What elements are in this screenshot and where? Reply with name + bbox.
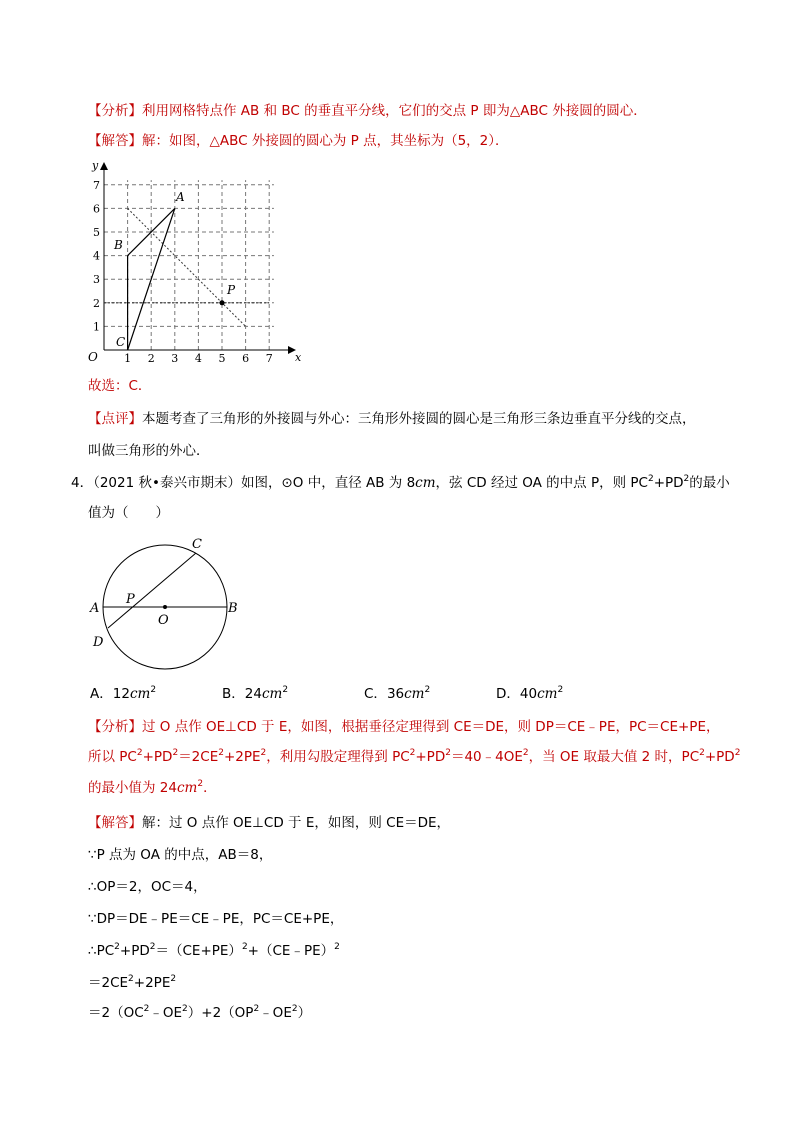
sup: 2 [647, 474, 654, 484]
option-c[interactable] [364, 684, 430, 704]
x-tick-label: 2 [147, 352, 155, 365]
t: +PD [704, 749, 735, 765]
x-tick-label: 3 [171, 352, 179, 365]
unit-cm: cm [129, 686, 151, 702]
t: ＝40﹣4OE [450, 749, 523, 765]
q3-comment-line1 [88, 409, 696, 429]
t: ∵P 点为 OA 的中点，AB＝8， [88, 847, 273, 863]
sup: 2 [291, 1004, 298, 1014]
t: ，当 OE 取最大值 2 时，PC [528, 749, 700, 765]
sup: 2 [445, 748, 451, 758]
y-tick-label: 4 [93, 249, 100, 263]
q3-choice [88, 376, 151, 396]
q4-answer-line4 [88, 909, 343, 929]
stem-part2: ，弦 CD 经过 OA 的中点 P，则 PC [435, 475, 648, 491]
t: ． [203, 780, 217, 796]
q4-stem-line1 [71, 473, 730, 493]
option-d[interactable] [496, 684, 563, 704]
analysis-text: 利用网格特点作 AB 和 BC 的垂直平分线，它们的交点 P 即为△ABC 外接圆的圆心． [142, 103, 647, 119]
t: ＝2CE [178, 749, 219, 765]
q4-analysis-line3 [88, 778, 217, 798]
point-label-c: C [116, 335, 126, 349]
t: +PD [142, 749, 173, 765]
analysis-tag: 【分析】 [88, 719, 142, 735]
y-tick-label: 2 [93, 296, 100, 310]
option-b[interactable] [222, 684, 288, 704]
point-label-a: A [176, 190, 185, 204]
q4-answer-line7 [88, 1003, 311, 1023]
sup: 2 [218, 748, 224, 758]
label-a: A [90, 601, 100, 616]
sup: 2 [241, 942, 248, 952]
option-letter: A． [90, 686, 113, 702]
option-letter: C． [364, 686, 387, 702]
sup: 2 [683, 474, 690, 484]
q4-analysis-line2 [88, 747, 740, 767]
option-a[interactable] [90, 684, 156, 704]
t: 解：过 O 点作 OE⊥CD 于 E，如图，则 CE＝DE， [142, 815, 451, 831]
sup: 2 [699, 748, 705, 758]
q4-answer-line6 [88, 973, 176, 993]
q3-answer [88, 131, 509, 151]
t: ﹣OE [149, 1005, 183, 1021]
t: +PD [119, 943, 150, 959]
stem-pd: +PD [653, 475, 684, 491]
sup: 2 [522, 748, 529, 758]
t: +PD [415, 749, 446, 765]
t: ） [297, 1005, 312, 1021]
sup: 2 [114, 942, 120, 952]
sup: 2 [128, 974, 134, 984]
q4-answer-line2 [88, 845, 272, 865]
label-o: O [158, 613, 169, 628]
point-label-b: B [114, 238, 123, 252]
unit-cm: cm [176, 780, 198, 796]
t: 的最小值为 24 [88, 780, 177, 796]
option-letter: D． [496, 686, 520, 702]
x-axis-label: x [295, 351, 302, 364]
sup: 2 [557, 685, 564, 695]
option-value: 12 [112, 686, 130, 702]
sup: 2 [424, 685, 431, 695]
y-tick-label: 3 [93, 273, 100, 287]
answer-tag: 【解答】 [88, 133, 142, 149]
q4-answer-line3 [88, 877, 207, 897]
x-tick-label: 4 [194, 352, 202, 365]
grid-lines [104, 180, 274, 350]
q4-analysis-line1 [88, 717, 719, 737]
t: ∴OP＝2，OC＝4， [88, 879, 207, 895]
answer-tag: 【解答】 [88, 815, 142, 831]
unit-cm: cm [537, 686, 558, 702]
t: ∴PC [88, 943, 115, 959]
circle-figure [88, 532, 248, 672]
y-axis-arrow [100, 162, 108, 170]
q4-answer-line5 [88, 941, 340, 961]
t: +（CE﹣PE） [247, 943, 335, 959]
stem-part1: 如图，⊙O 中，直径 AB 为 8 [240, 475, 416, 491]
center-dot [163, 605, 167, 609]
q3-comment-line2 [88, 441, 210, 461]
y-tick-label: 1 [93, 320, 100, 334]
sup: 2 [197, 779, 204, 789]
sup: 2 [170, 974, 177, 984]
t: ﹣OE [259, 1005, 292, 1021]
chord-cd [108, 553, 196, 628]
unit-cm: cm [415, 475, 436, 491]
option-value: 36 [386, 686, 405, 702]
bisector-ab [128, 208, 246, 326]
y-tick-label: 6 [93, 202, 100, 216]
x-tick-label: 6 [242, 352, 250, 365]
sup: 2 [253, 1004, 260, 1014]
label-d: D [93, 635, 104, 650]
sup: 2 [150, 685, 157, 695]
x-tick-label: 7 [265, 352, 273, 365]
y-axis-label: y [92, 159, 99, 172]
y-tick-label: 5 [93, 226, 100, 239]
question-source: （2021 秋•泰兴市期末） [93, 475, 241, 491]
sup: 2 [136, 748, 143, 758]
option-value: 24 [244, 686, 262, 702]
origin-label: O [88, 350, 98, 364]
t: 所以 PC [88, 749, 137, 765]
point-p [220, 300, 225, 305]
q3-analysis [88, 101, 647, 121]
sup: 2 [182, 1004, 188, 1014]
choice-text: 故选：C． [88, 378, 152, 394]
q4-stem-line2 [88, 503, 169, 523]
x-tick-label: 5 [218, 352, 226, 365]
y-tick-label: 7 [93, 178, 100, 192]
answer-text: 解：如图，△ABC 外接圆的圆心为 P 点，其坐标为（5，2）． [142, 133, 509, 149]
x-tick-label: 1 [124, 352, 132, 365]
analysis-text-1: 过 O 点作 OE⊥CD 于 E，如图，根据垂径定理得到 CE＝DE，则 DP＝CE﹣PE，PC＝CE+PE， [142, 719, 720, 735]
sup: 2 [734, 748, 741, 758]
t: ＝2（OC [88, 1005, 144, 1021]
unit-cm: cm [404, 686, 425, 702]
analysis-tag: 【分析】 [88, 103, 142, 119]
label-b: B [228, 601, 238, 616]
stem-line2: 值为（ ） [88, 505, 169, 521]
t: +2PE [133, 975, 171, 991]
q4-answer-line1 [88, 813, 450, 833]
sup: 2 [260, 748, 267, 758]
sup: 2 [143, 1004, 150, 1014]
t: +2PE [223, 749, 261, 765]
t: ，利用勾股定理得到 PC [266, 749, 410, 765]
coordinate-grid-figure [84, 158, 306, 368]
stem-part3: 的最小 [689, 475, 730, 491]
comment-text-1: 本题考查了三角形的外接圆与外心：三角形外接圆的圆心是三角形三条边垂直平分线的交点， [142, 411, 696, 427]
t: ）+2（OP [187, 1005, 254, 1021]
comment-text-2: 叫做三角形的外心． [88, 443, 210, 459]
sup: 2 [149, 942, 156, 952]
label-p: P [126, 592, 135, 607]
option-letter: B． [222, 686, 245, 702]
option-value: 40 [519, 686, 538, 702]
unit-cm: cm [261, 686, 283, 702]
sup: 2 [282, 685, 289, 695]
label-c: C [192, 537, 202, 552]
sup: 2 [172, 748, 179, 758]
question-number: 4． [71, 475, 94, 491]
t: ＝（CE+PE） [155, 943, 242, 959]
sup: 2 [334, 942, 340, 952]
t: ∵DP＝DE﹣PE＝CE﹣PE，PC＝CE+PE， [88, 911, 344, 927]
point-label-p: P [227, 283, 236, 297]
sup: 2 [409, 748, 416, 758]
t: ＝2CE [88, 975, 129, 991]
comment-tag: 【点评】 [88, 411, 142, 427]
